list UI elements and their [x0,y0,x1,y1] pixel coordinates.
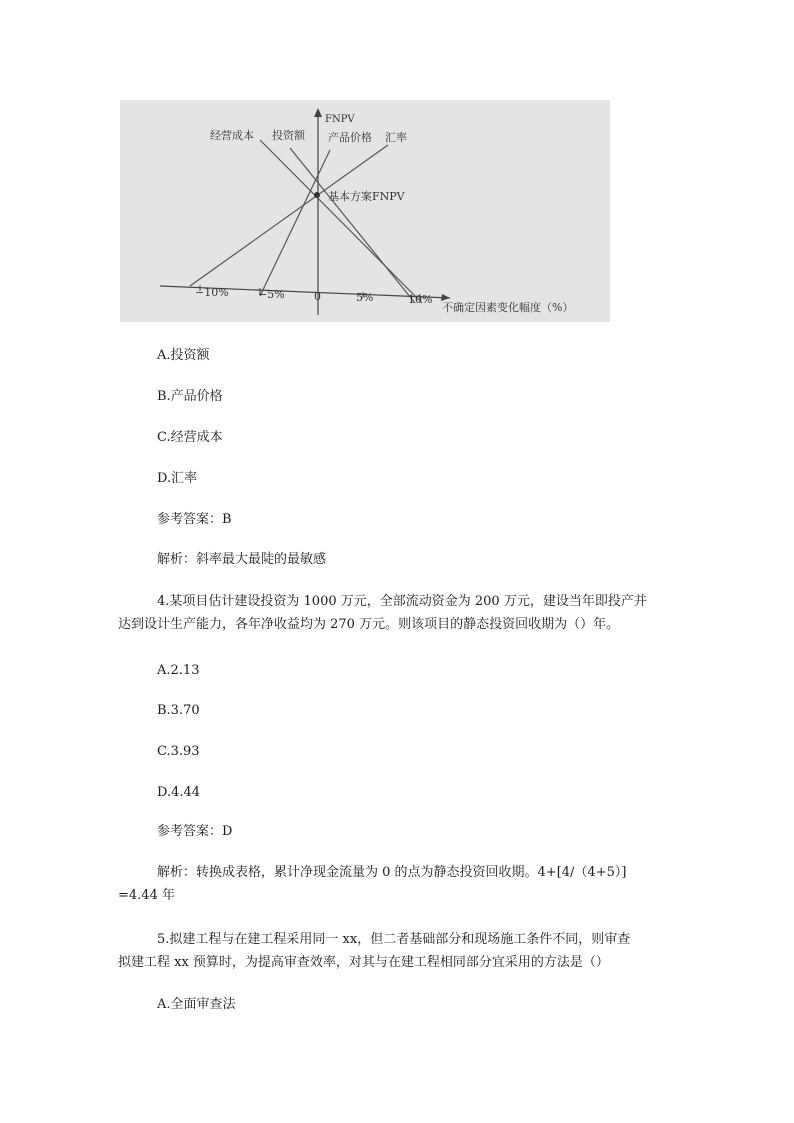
tick-label: 10% [408,293,433,306]
sensitivity-chart [120,100,610,322]
q3-option-b: B.产品价格 [157,389,223,404]
line-investment [290,148,415,303]
label-exchange-rate: 汇率 [385,131,407,144]
q4-stem [118,590,678,636]
tick-label: 0 [314,290,321,303]
q4-answer: 参考答案：D [157,824,233,839]
q4-analysis-line1: 解析：转换成表格，累计净现金流量为 0 的点为静态投资回收期。4+[4/（4+5）] [157,865,627,880]
label-operating-cost: 经营成本 [210,129,254,142]
q4-analysis [118,861,678,907]
q4-stem-line2: 达到设计生产能力，各年净收益均为 270 万元。则该项目的静态投资回收期为（）年。 [118,617,620,632]
q4-stem-line1: 4.某项目估计建设投资为 1000 万元，全部流动资金为 200 万元，建设当年即投产并 [157,594,647,609]
y-axis-arrow [314,108,322,117]
q4-option-d: D.4.44 [157,785,201,800]
q4-option-a: A.2.13 [157,663,200,678]
base-point [314,192,320,198]
q4-option-c: C.3.93 [157,744,200,759]
q4-analysis-line2: =4.44 年 [118,888,175,903]
q3-option-c: C.经营成本 [157,430,223,445]
q3-option-a: A.投资额 [157,348,210,363]
q3-answer: 参考答案：B [157,512,232,527]
q3-analysis: 解析：斜率最大最陡的最敏感 [157,552,327,567]
q3-option-d: D.汇率 [157,471,198,486]
base-label: 基本方案FNPV [328,190,405,203]
x-axis-label: 不确定因素变化幅度（%） [442,301,574,314]
q4-option-b: B.3.70 [157,703,200,718]
label-investment: 投资额 [272,129,305,142]
tick-label: 5% [356,291,374,304]
tick-label: −10% [195,286,229,299]
q5-option-a: A.全面审查法 [157,997,236,1012]
label-product-price: 产品价格 [328,131,372,144]
line-product-price [260,150,330,296]
q5-stem-line2: 拟建工程 xx 预算时，为提高审查效率，对其与在建工程相同部分宜采用的方法是（） [118,955,609,970]
q5-stem-line1: 5.拟建工程与在建工程采用同一 xx，但二者基础部分和现场施工条件不同，则审查 [157,932,631,947]
line-operating-cost [260,140,422,303]
tick-label: −5% [258,288,285,301]
line-exchange-rate [190,145,388,286]
y-axis-label: FNPV [325,114,355,125]
x-axis-arrow [441,294,450,301]
q5-stem [118,928,678,974]
sensitivity-figure [120,100,610,322]
